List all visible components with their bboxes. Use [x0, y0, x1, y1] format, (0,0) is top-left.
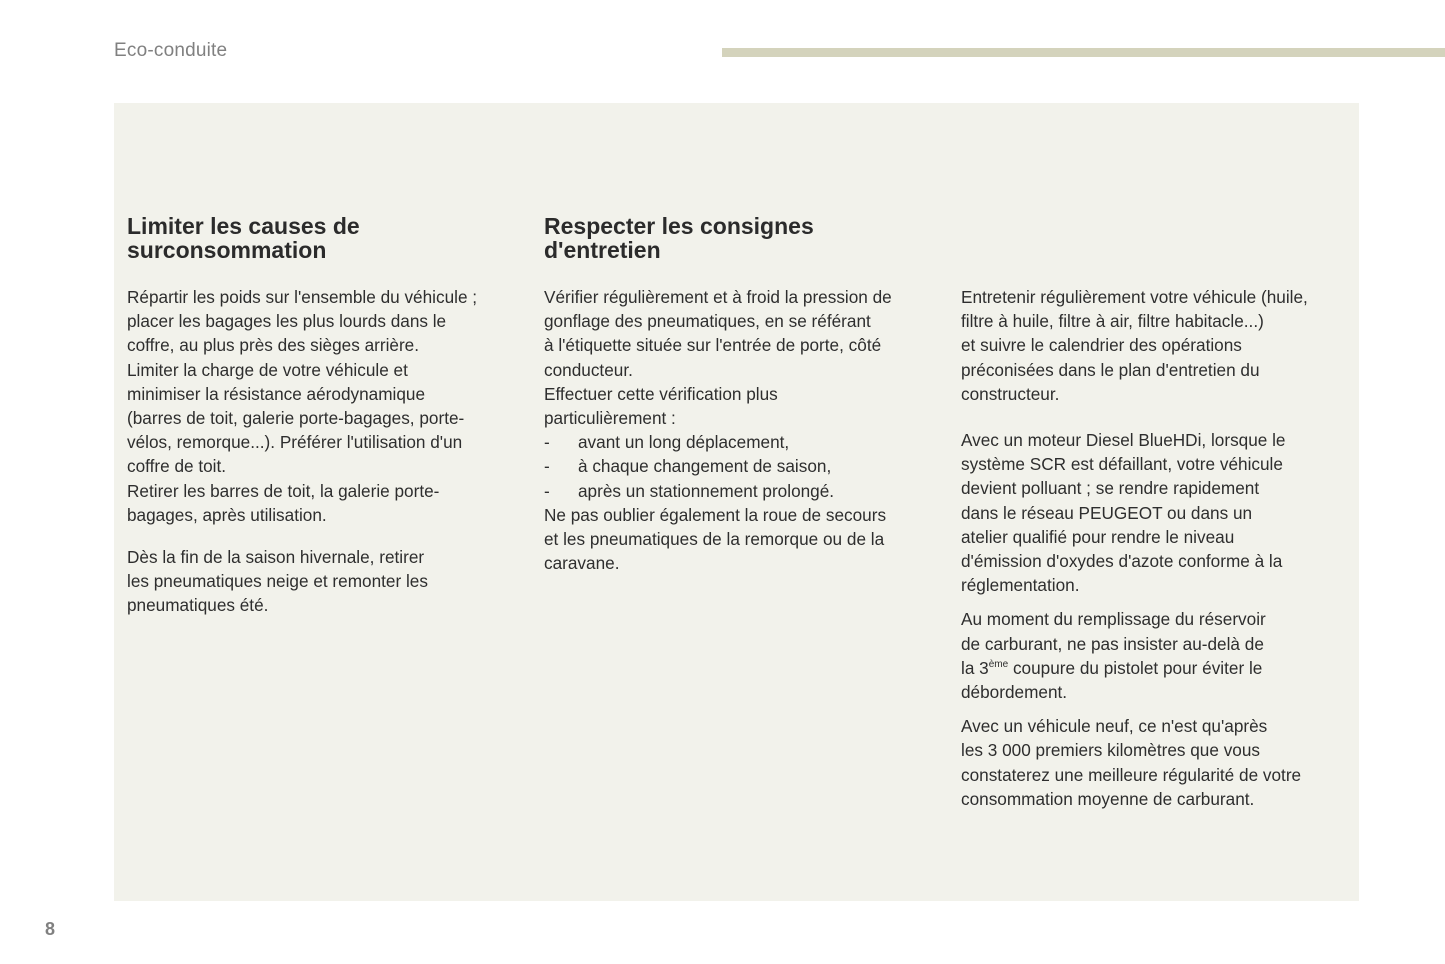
text-line: gonflage des pneumatiques, en se référant — [544, 311, 871, 332]
list-item-text: avant un long déplacement, — [578, 432, 790, 453]
text-fragment: la 3 — [961, 657, 989, 678]
header-bar — [722, 48, 1445, 57]
heading-overconsumption — [127, 214, 360, 262]
text-line: Répartir les poids sur l'ensemble du véhicule ; — [127, 287, 478, 307]
page-number: 8 — [45, 919, 56, 939]
text-line: à l'étiquette située sur l'entrée de porte, côté — [544, 335, 882, 356]
text-line: et les pneumatiques de la remorque ou de la — [544, 529, 885, 550]
text-line: débordement. — [961, 682, 1068, 703]
text-line: de carburant, ne pas insister au-delà de — [961, 633, 1264, 654]
text-line: Entretenir régulièrement votre véhicule (huile, — [961, 287, 1308, 307]
heading-maintenance — [544, 214, 814, 262]
text-line: Dès la fin de la saison hivernale, retirer — [127, 547, 425, 568]
text-line: d'émission d'oxydes d'azote conforme à la — [961, 551, 1283, 572]
text-line: Avec un véhicule neuf, ce n'est qu'après — [961, 716, 1268, 737]
content-panel — [114, 103, 1359, 901]
text-line: coffre de toit. — [127, 456, 227, 477]
text-line: Ne pas oublier également la roue de secours — [544, 504, 887, 525]
heading-line: d'entretien — [544, 237, 661, 263]
text-line: placer les bagages les plus lourds dans le — [127, 311, 447, 332]
section-title: Eco-conduite — [114, 40, 228, 61]
text-line: bagages, après utilisation. — [127, 504, 327, 525]
text-line: pneumatiques été. — [127, 595, 269, 616]
list-item-text: à chaque changement de saison, — [578, 456, 832, 477]
list-item-text: après un stationnement prolongé. — [578, 480, 835, 501]
text-line: les pneumatiques neige et remonter les — [127, 571, 428, 592]
maintenance-text — [544, 285, 929, 575]
text-line: filtre à huile, filtre à air, filtre habitacle...) — [961, 311, 1264, 332]
overconsumption-text — [127, 285, 512, 618]
heading-line: Respecter les consignes — [544, 213, 814, 239]
text-line: les 3 000 premiers kilomètres que vous — [961, 740, 1261, 761]
text-line: et suivre le calendrier des opérations — [961, 335, 1242, 356]
text-line: atelier qualifié pour rendre le niveau — [961, 526, 1235, 547]
text-line: préconisées dans le plan d'entretien du — [961, 359, 1260, 380]
dash-bullet: - — [544, 480, 550, 501]
text-line — [961, 656, 1346, 680]
text-line: Retirer les barres de toit, la galerie porte- — [127, 480, 440, 501]
text-line: devient polluant ; se rendre rapidement — [961, 478, 1260, 499]
text-line: constructeur. — [961, 383, 1060, 404]
text-line: minimiser la résistance aérodynamique — [127, 383, 426, 404]
heading-line: Limiter les causes de — [127, 213, 360, 239]
text-line: Au moment du remplissage du réservoir — [961, 609, 1266, 630]
text-line: Avec un moteur Diesel BlueHDi, lorsque le — [961, 430, 1286, 451]
list-item — [544, 479, 929, 503]
list-item — [544, 454, 929, 478]
text-line: Limiter la charge de votre véhicule et — [127, 359, 408, 380]
text-line: constaterez une meilleure régularité de votre — [961, 764, 1302, 785]
dash-bullet: - — [544, 456, 550, 477]
text-line: conducteur. — [544, 359, 633, 380]
dash-bullet: - — [544, 432, 550, 453]
text-line: (barres de toit, galerie porte-bagages, porte- — [127, 408, 465, 429]
text-line: particulièrement : — [544, 408, 676, 429]
maintenance-continued-text — [961, 285, 1346, 811]
text-line: caravane. — [544, 553, 620, 574]
text-line: vélos, remorque...). Préférer l'utilisation d'un — [127, 432, 463, 453]
superscript-ordinal: ème — [988, 658, 1009, 670]
text-line: dans le réseau PEUGEOT ou dans un — [961, 502, 1253, 523]
text-line: Effectuer cette vérification plus — [544, 383, 778, 404]
text-line: réglementation. — [961, 575, 1080, 596]
list-item — [544, 430, 929, 454]
text-line: système SCR est défaillant, votre véhicule — [961, 454, 1283, 475]
text-line: consommation moyenne de carburant. — [961, 788, 1255, 809]
text-line: Vérifier régulièrement et à froid la pression de — [544, 287, 892, 307]
heading-line: surconsommation — [127, 237, 327, 263]
text-line: coffre, au plus près des sièges arrière. — [127, 335, 420, 356]
text-fragment: coupure du pistolet pour éviter le — [1008, 657, 1263, 678]
